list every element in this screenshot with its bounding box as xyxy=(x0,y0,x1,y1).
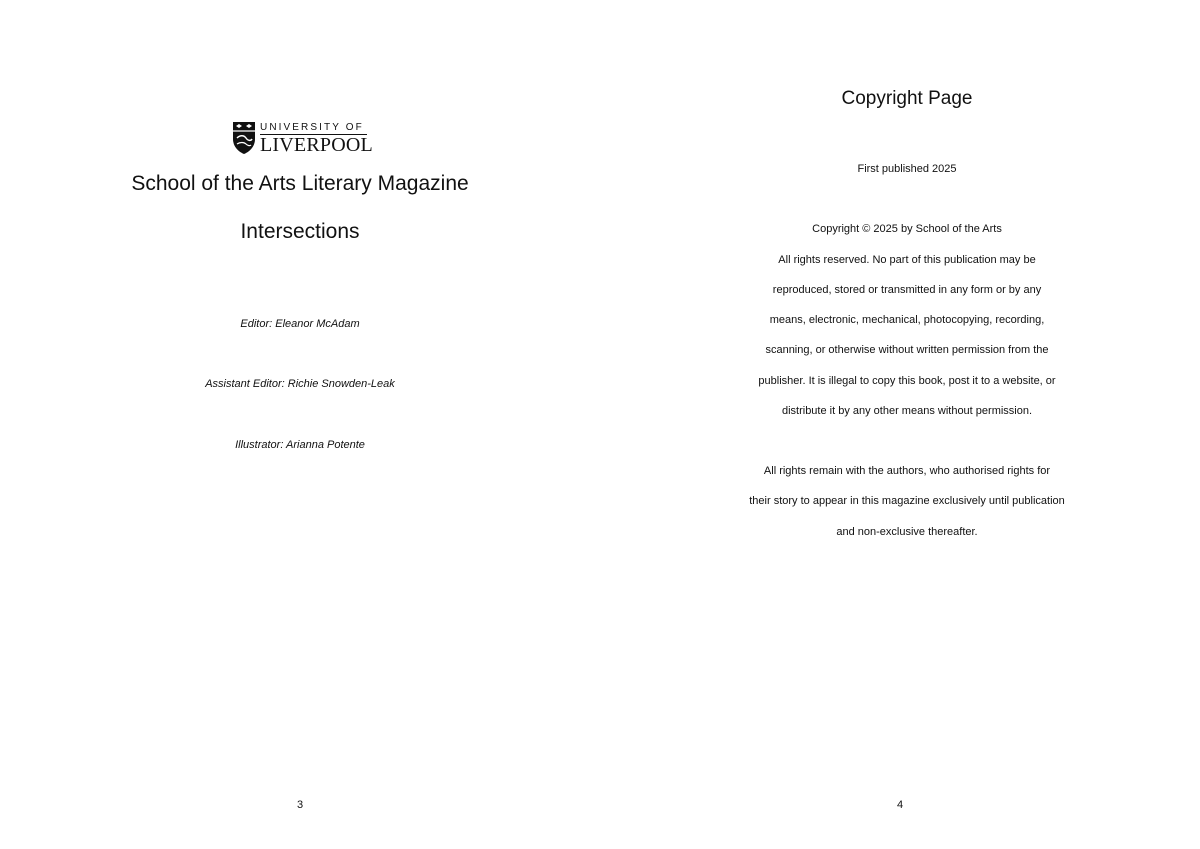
page-number-right: 4 xyxy=(896,799,904,811)
logo-top-text: UNIVERSITY OF xyxy=(260,122,364,133)
copyright-page xyxy=(600,0,1200,849)
rights-line: publisher. It is illegal to copy this book, post it to a website, or xyxy=(758,375,1056,387)
copyright-notice: Copyright © 2025 by School of the Arts xyxy=(812,223,1002,235)
issue-title: Intersections xyxy=(240,220,360,243)
author-rights-line: and non-exclusive thereafter. xyxy=(836,526,978,538)
author-rights-line: All rights remain with the authors, who authorised rights for xyxy=(763,465,1051,477)
illustrator-credit: Illustrator: Arianna Potente xyxy=(235,439,365,451)
first-published-line: First published 2025 xyxy=(857,163,957,175)
logo-main-text: LIVERPOOL xyxy=(260,134,373,156)
copyright-heading: Copyright Page xyxy=(841,88,973,109)
university-logo xyxy=(232,120,373,156)
author-rights-line: their story to appear in this magazine exclusively until publication xyxy=(749,495,1065,507)
page-number-left: 3 xyxy=(296,799,304,811)
rights-line: means, electronic, mechanical, photocopying, recording, xyxy=(769,314,1045,326)
assistant-editor-credit: Assistant Editor: Richie Snowden-Leak xyxy=(205,378,395,390)
magazine-title: School of the Arts Literary Magazine xyxy=(131,172,469,195)
editor-credit: Editor: Eleanor McAdam xyxy=(240,318,360,330)
rights-line: scanning, or otherwise without written permission from the xyxy=(765,344,1049,356)
rights-line: reproduced, stored or transmitted in any form or by any xyxy=(772,284,1042,296)
rights-line: All rights reserved. No part of this publication may be xyxy=(778,254,1036,266)
rights-line: distribute it by any other means without permission. xyxy=(781,405,1033,417)
university-shield-icon xyxy=(232,121,256,155)
